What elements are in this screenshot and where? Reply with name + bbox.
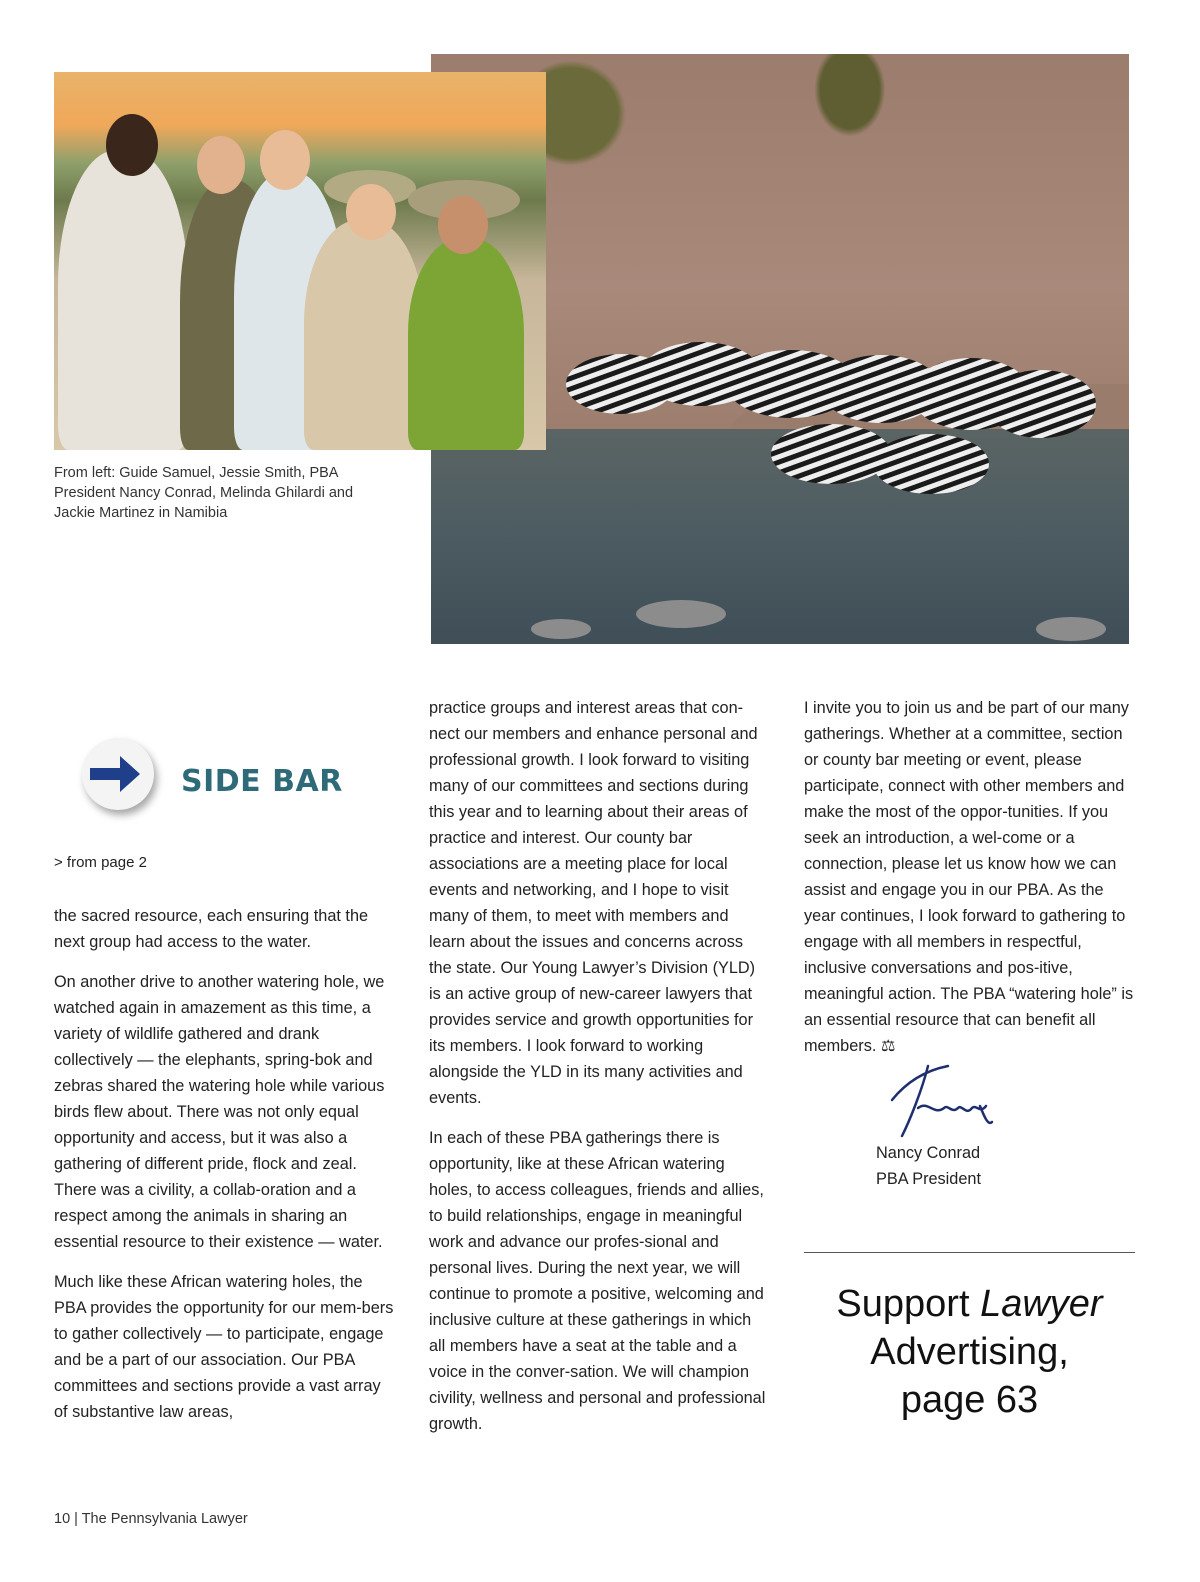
head [346, 184, 396, 240]
promo-line1-italic: Lawyer [980, 1283, 1103, 1325]
promo-line2: Advertising, [870, 1331, 1069, 1373]
head [438, 196, 488, 254]
signature-name: Nancy Conrad [876, 1144, 981, 1162]
paragraph: On another drive to another watering hole, we watched again in amazement as this time, a variety of wildlife gathered and drank collectively — the elephants, spring-bok and zebras shared the watering hole while various birds flew about. There was not only equal opportunity and access, but it was also a gathering of different pride, flock and zeal. There was a civility, a collab-oration and a respect among the animals in sharing an essential resource to their existence — water. [54, 973, 385, 1251]
article-column-3 [804, 695, 1139, 1073]
section-divider [804, 1252, 1135, 1253]
photo-caption: From left: Guide Samuel, Jessie Smith, PBA President Nancy Conrad, Melinda Ghilardi and Jackie Martinez in Namibia [54, 465, 354, 521]
signature [888, 1060, 998, 1140]
article-column-1 [54, 903, 394, 1439]
paragraph: Much like these African watering holes, the PBA provides the opportunity for our mem-bers to gather collectively — to participate, engage and be a part of our association. Our PBA committees and sections provide a vast array of substantive law areas, [54, 1273, 394, 1421]
signature-block [876, 1140, 981, 1192]
head [106, 114, 158, 176]
arrow-right-icon [82, 738, 154, 810]
head [197, 136, 245, 194]
person [408, 238, 524, 450]
signature-title: PBA President [876, 1170, 981, 1188]
article-column-2 [429, 695, 769, 1451]
continued-from-label: > from page 2 [54, 854, 147, 871]
promo-line3: page 63 [900, 1379, 1039, 1421]
promo-line1: Support [836, 1283, 981, 1325]
page-footer: 10 | The Pennsylvania Lawyer [54, 1511, 248, 1527]
paragraph: practice groups and interest areas that con-nect our members and enhance personal and professional growth. I look forward to visiting many of our committees and sections during this year and to learning about their areas of practice and interest. Our county bar associations are a meeting place for local events and networking, and I hope to visit many of them, to meet with members and learn about the issues and concerns across the state. Our Young Lawyer’s Division (YLD) is an active group of new-career lawyers that provides service and growth opportunities for its members. I look forward to working alongside the YLD in its many activities and events. [429, 699, 758, 1107]
group-photo [54, 72, 546, 450]
person [304, 220, 424, 450]
head [260, 130, 310, 190]
advertising-promo [804, 1280, 1135, 1424]
paragraph: the sacred resource, each ensuring that the next group had access to the water. [54, 907, 369, 951]
paragraph: In each of these PBA gatherings there is opportunity, like at these African watering holes, to access colleagues, friends and allies, to build relationships, engage in meaningful work and advance our profes-sional and personal lives. During the next year, we will continue to promote a positive, welcoming and inclusive culture at these gatherings in which all members have a seat at the table and a voice in the conver-sation. We will champion civility, wellness and personal and professional growth. [429, 1129, 766, 1433]
person-guide [58, 150, 188, 450]
sidebar-title: SIDE BAR [181, 764, 343, 799]
paragraph: I invite you to join us and be part of our many gatherings. Whether at a committee, section or county bar meeting or event, please participate, connect with other members and make the most of the oppor-tunities. If you seek an introduction, a wel-come or a connection, please let us know how we can assist and engage you in our PBA. As the year continues, I look forward to gathering to engage with all members in respectful, inclusive conversations and pos-itive, meaningful action. The PBA “watering hole” is an essential resource that can benefit all members. ⚖ [804, 699, 1134, 1055]
